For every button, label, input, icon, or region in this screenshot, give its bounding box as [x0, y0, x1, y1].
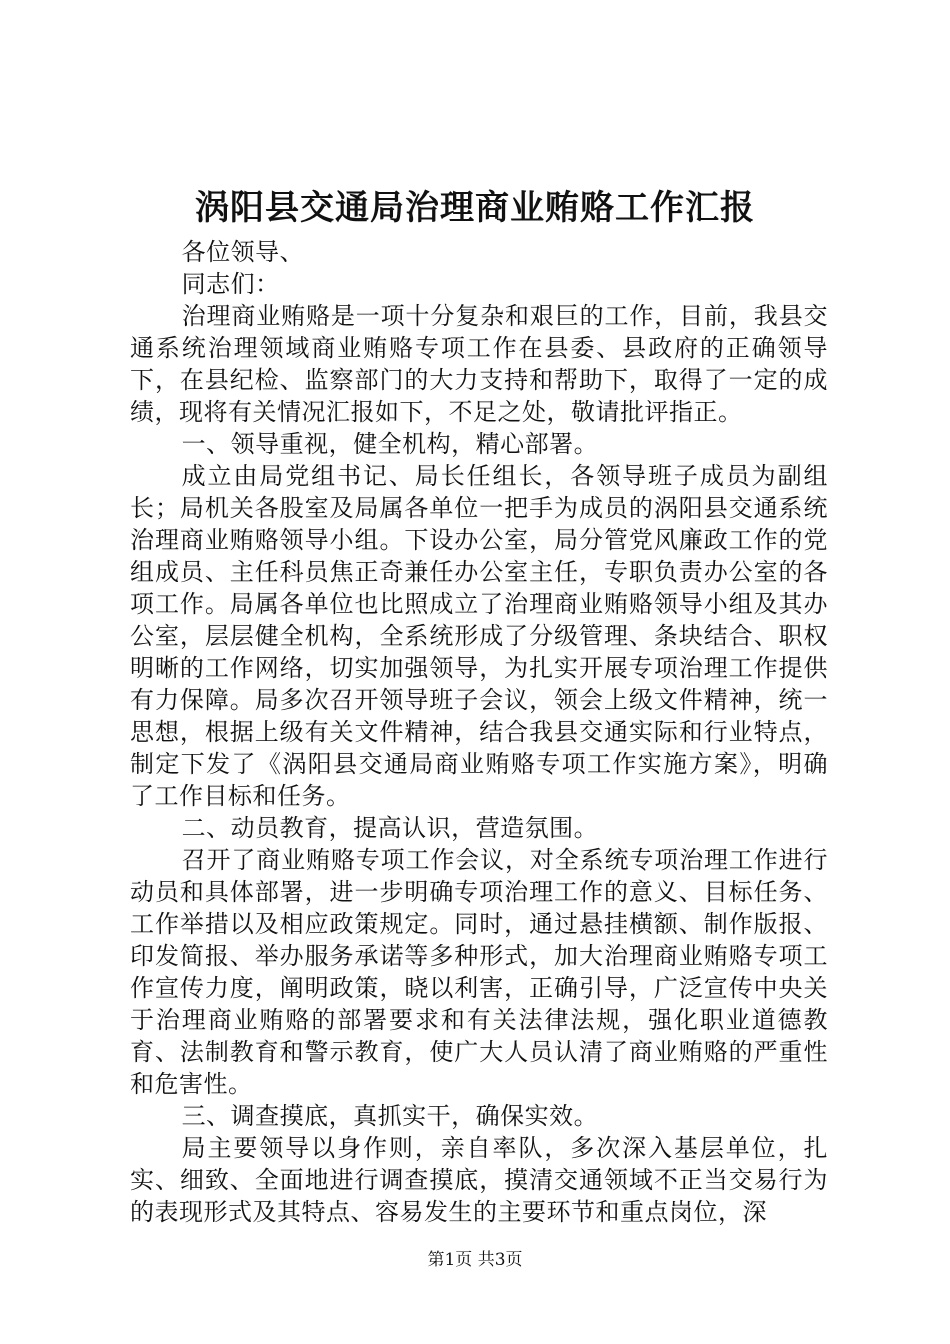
document-title: 涡阳县交通局治理商业贿赂工作汇报	[195, 188, 755, 228]
body-paragraph: 成立由局党组书记、局长任组长，各领导班子成员为副组长；局机关各股室及局属各单位一把手为成员的涡阳县交通系统治理商业贿赂领导小组。下设办公室，局分管党风廉政工作的党组成员、主任科员焦正奇兼任办公室主任，专职负责办公室的各项工作。局属各单位也比照成立了治理商业贿赂领导小组及其办公室，层层健全机构，全系统形成了分级管理、条块结合、职权明晰的工作网络，切实加强领导，为扎实开展专项治理工作提供有力保障。局多次召开领导班子会议，领会上级文件精神，统一思想，根据上级有关文件精神，结合我县交通实际和行业特点，制定下发了《涡阳县交通局商业贿赂专项工作实施方案》，明确了工作目标和任务。	[130, 462, 828, 810]
document-body	[130, 236, 828, 1228]
body-paragraph: 召开了商业贿赂专项工作会议，对全系统专项治理工作进行动员和具体部署，进一步明确专项治理工作的意义、目标任务、工作举措以及相应政策规定。同时，通过悬挂横额、制作版报、印发简报、举办服务承诺等多种形式，加大治理商业贿赂专项工作宣传力度，阐明政策，晓以利害，正确引导，广泛宣传中央关于治理商业贿赂的部署要求和有关法律法规，强化职业道德教育、法制教育和警示教育，使广大人员认清了商业贿赂的严重性和危害性。	[130, 846, 828, 1098]
salutation-line: 同志们：	[181, 270, 280, 298]
page-footer: 第1页 共3页	[427, 1250, 523, 1270]
section-heading: 三、调查摸底，真抓实干，确保实效。	[181, 1102, 599, 1130]
section-heading: 二、动员教育，提高认识，营造氛围。	[181, 814, 599, 842]
body-paragraph: 局主要领导以身作则，亲自率队，多次深入基层单位，扎实、细致、全面地进行调查摸底，摸清交通领域不正当交易行为的表现形式及其特点、容易发生的主要环节和重点岗位，深	[130, 1134, 828, 1226]
body-paragraph: 治理商业贿赂是一项十分复杂和艰巨的工作，目前，我县交通系统治理领域商业贿赂专项工作在县委、县政府的正确领导下，在县纪检、监察部门的大力支持和帮助下，取得了一定的成绩，现将有关情况汇报如下，不足之处，敬请批评指正。	[130, 302, 828, 426]
salutation-line: 各位领导、	[181, 238, 305, 266]
section-heading: 一、领导重视，健全机构，精心部署。	[181, 430, 599, 458]
